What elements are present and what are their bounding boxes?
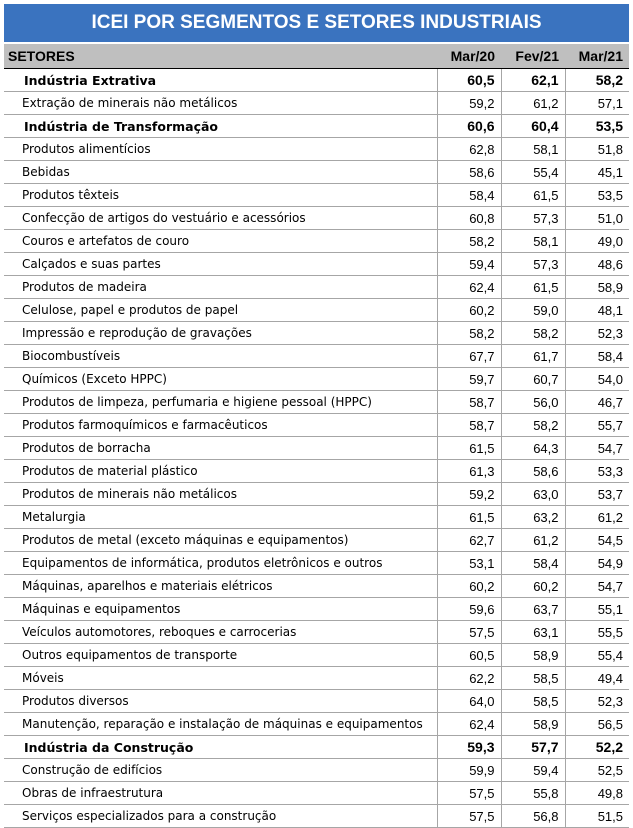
table-row (4, 253, 629, 276)
value-mar20: 53,1 (437, 552, 501, 575)
value-mar20: 60,8 (437, 207, 501, 230)
table-row (4, 368, 629, 391)
sector-name: Veículos automotores, reboques e carrocerias (4, 621, 437, 644)
value-mar21: 54,0 (565, 368, 629, 391)
sector-name: Calçados e suas partes (4, 253, 437, 276)
table-row (4, 161, 629, 184)
value-fev21: 58,2 (501, 322, 565, 345)
value-mar20: 61,3 (437, 460, 501, 483)
table-row (4, 621, 629, 644)
value-fev21: 57,3 (501, 207, 565, 230)
value-mar21: 61,2 (565, 506, 629, 529)
table-row (4, 184, 629, 207)
value-mar20: 67,7 (437, 345, 501, 368)
value-mar20: 59,3 (437, 736, 501, 759)
table-row (4, 414, 629, 437)
sector-name: Produtos alimentícios (4, 138, 437, 161)
table-row (4, 713, 629, 736)
value-fev21: 60,7 (501, 368, 565, 391)
value-mar20: 59,2 (437, 483, 501, 506)
value-fev21: 57,3 (501, 253, 565, 276)
value-fev21: 61,7 (501, 345, 565, 368)
value-mar20: 58,7 (437, 391, 501, 414)
table-row (4, 805, 629, 828)
sector-name: Manutenção, reparação e instalação de máquinas e equipamentos (4, 713, 437, 736)
value-mar21: 56,5 (565, 713, 629, 736)
value-mar21: 55,5 (565, 621, 629, 644)
value-mar21: 52,5 (565, 759, 629, 782)
sector-name: Construção de edifícios (4, 759, 437, 782)
value-fev21: 60,2 (501, 575, 565, 598)
value-fev21: 64,3 (501, 437, 565, 460)
value-fev21: 59,0 (501, 299, 565, 322)
sector-name: Outros equipamentos de transporte (4, 644, 437, 667)
segment-name: Indústria Extrativa (4, 69, 437, 92)
value-fev21: 60,4 (501, 115, 565, 138)
table-row (4, 460, 629, 483)
segment-row (4, 69, 629, 92)
table-row (4, 506, 629, 529)
value-mar21: 58,4 (565, 345, 629, 368)
sector-name: Metalurgia (4, 506, 437, 529)
value-mar21: 55,1 (565, 598, 629, 621)
value-mar20: 62,4 (437, 276, 501, 299)
sector-name: Celulose, papel e produtos de papel (4, 299, 437, 322)
icei-table (4, 44, 629, 828)
table-header-row (4, 44, 629, 69)
column-header-mar21: Mar/21 (565, 44, 629, 69)
sector-name: Impressão e reprodução de gravações (4, 322, 437, 345)
value-fev21: 61,2 (501, 529, 565, 552)
value-fev21: 58,4 (501, 552, 565, 575)
value-fev21: 61,5 (501, 276, 565, 299)
value-mar20: 59,9 (437, 759, 501, 782)
value-mar21: 57,1 (565, 92, 629, 115)
sector-name: Máquinas, aparelhos e materiais elétricos (4, 575, 437, 598)
value-mar21: 51,8 (565, 138, 629, 161)
value-mar20: 58,2 (437, 322, 501, 345)
value-mar20: 62,8 (437, 138, 501, 161)
sector-name: Biocombustíveis (4, 345, 437, 368)
table-row (4, 230, 629, 253)
value-mar20: 59,7 (437, 368, 501, 391)
value-mar20: 60,5 (437, 644, 501, 667)
value-mar21: 58,9 (565, 276, 629, 299)
value-mar21: 54,7 (565, 437, 629, 460)
value-fev21: 63,2 (501, 506, 565, 529)
value-fev21: 58,9 (501, 644, 565, 667)
table-row (4, 598, 629, 621)
value-fev21: 56,0 (501, 391, 565, 414)
value-mar21: 45,1 (565, 161, 629, 184)
segment-name: Indústria de Transformação (4, 115, 437, 138)
table-row (4, 276, 629, 299)
value-mar21: 52,2 (565, 736, 629, 759)
sector-name: Equipamentos de informática, produtos eletrônicos e outros (4, 552, 437, 575)
sector-name: Produtos de metal (exceto máquinas e equipamentos) (4, 529, 437, 552)
value-mar21: 55,4 (565, 644, 629, 667)
value-mar20: 57,5 (437, 782, 501, 805)
value-mar20: 61,5 (437, 437, 501, 460)
table-row (4, 575, 629, 598)
value-fev21: 58,1 (501, 230, 565, 253)
sector-name: Produtos de material plástico (4, 460, 437, 483)
value-mar21: 53,5 (565, 184, 629, 207)
value-fev21: 61,5 (501, 184, 565, 207)
table-row (4, 667, 629, 690)
value-mar20: 60,5 (437, 69, 501, 92)
sector-name: Bebidas (4, 161, 437, 184)
sector-name: Extração de minerais não metálicos (4, 92, 437, 115)
table-row (4, 782, 629, 805)
table-row (4, 207, 629, 230)
value-mar20: 59,4 (437, 253, 501, 276)
value-mar20: 58,7 (437, 414, 501, 437)
sector-name: Produtos de minerais não metálicos (4, 483, 437, 506)
value-mar21: 49,8 (565, 782, 629, 805)
value-fev21: 55,4 (501, 161, 565, 184)
sector-name: Couros e artefatos de couro (4, 230, 437, 253)
table-row (4, 299, 629, 322)
value-mar21: 51,5 (565, 805, 629, 828)
value-mar20: 58,4 (437, 184, 501, 207)
column-header-mar20: Mar/20 (437, 44, 501, 69)
sector-name: Produtos de borracha (4, 437, 437, 460)
value-fev21: 58,1 (501, 138, 565, 161)
value-fev21: 58,5 (501, 690, 565, 713)
value-mar21: 53,7 (565, 483, 629, 506)
sector-name: Móveis (4, 667, 437, 690)
sector-name: Químicos (Exceto HPPC) (4, 368, 437, 391)
value-mar21: 48,6 (565, 253, 629, 276)
value-fev21: 61,2 (501, 92, 565, 115)
value-mar20: 57,5 (437, 805, 501, 828)
value-mar21: 52,3 (565, 322, 629, 345)
table-body (4, 69, 629, 828)
value-mar20: 60,2 (437, 299, 501, 322)
value-mar20: 60,2 (437, 575, 501, 598)
segment-row (4, 115, 629, 138)
value-mar20: 62,2 (437, 667, 501, 690)
value-mar21: 54,7 (565, 575, 629, 598)
table-row (4, 759, 629, 782)
table-row (4, 690, 629, 713)
table-row (4, 322, 629, 345)
sector-name: Produtos de madeira (4, 276, 437, 299)
value-fev21: 55,8 (501, 782, 565, 805)
value-mar21: 51,0 (565, 207, 629, 230)
value-mar21: 55,7 (565, 414, 629, 437)
value-mar21: 54,5 (565, 529, 629, 552)
value-mar20: 61,5 (437, 506, 501, 529)
table-title: ICEI POR SEGMENTOS E SETORES INDUSTRIAIS (4, 4, 629, 42)
segment-name: Indústria da Construção (4, 736, 437, 759)
value-mar20: 58,2 (437, 230, 501, 253)
column-header-fev21: Fev/21 (501, 44, 565, 69)
value-mar21: 46,7 (565, 391, 629, 414)
value-mar20: 58,6 (437, 161, 501, 184)
table-row (4, 138, 629, 161)
segment-row (4, 736, 629, 759)
value-fev21: 58,2 (501, 414, 565, 437)
value-mar21: 52,3 (565, 690, 629, 713)
table-row (4, 345, 629, 368)
sector-name: Produtos farmoquímicos e farmacêuticos (4, 414, 437, 437)
table-row (4, 437, 629, 460)
sector-name: Produtos têxteis (4, 184, 437, 207)
table-row (4, 391, 629, 414)
value-mar20: 62,4 (437, 713, 501, 736)
table-row (4, 483, 629, 506)
value-fev21: 56,8 (501, 805, 565, 828)
value-fev21: 63,0 (501, 483, 565, 506)
value-fev21: 63,7 (501, 598, 565, 621)
value-mar20: 64,0 (437, 690, 501, 713)
sector-name: Produtos diversos (4, 690, 437, 713)
value-mar21: 53,5 (565, 115, 629, 138)
value-mar21: 49,4 (565, 667, 629, 690)
table-row (4, 644, 629, 667)
value-mar20: 59,2 (437, 92, 501, 115)
value-fev21: 59,4 (501, 759, 565, 782)
value-fev21: 58,6 (501, 460, 565, 483)
value-mar21: 53,3 (565, 460, 629, 483)
sector-name: Obras de infraestrutura (4, 782, 437, 805)
value-mar20: 59,6 (437, 598, 501, 621)
value-mar20: 57,5 (437, 621, 501, 644)
table-row (4, 552, 629, 575)
value-mar21: 54,9 (565, 552, 629, 575)
sector-name: Produtos de limpeza, perfumaria e higiene pessoal (HPPC) (4, 391, 437, 414)
value-fev21: 63,1 (501, 621, 565, 644)
value-fev21: 62,1 (501, 69, 565, 92)
value-mar20: 62,7 (437, 529, 501, 552)
table-row (4, 529, 629, 552)
value-mar20: 60,6 (437, 115, 501, 138)
column-header-setores: SETORES (4, 44, 437, 69)
value-mar21: 48,1 (565, 299, 629, 322)
sector-name: Máquinas e equipamentos (4, 598, 437, 621)
sector-name: Confecção de artigos do vestuário e acessórios (4, 207, 437, 230)
value-fev21: 58,5 (501, 667, 565, 690)
value-mar21: 49,0 (565, 230, 629, 253)
sector-name: Serviços especializados para a construção (4, 805, 437, 828)
value-mar21: 58,2 (565, 69, 629, 92)
value-fev21: 58,9 (501, 713, 565, 736)
value-fev21: 57,7 (501, 736, 565, 759)
table-row (4, 92, 629, 115)
